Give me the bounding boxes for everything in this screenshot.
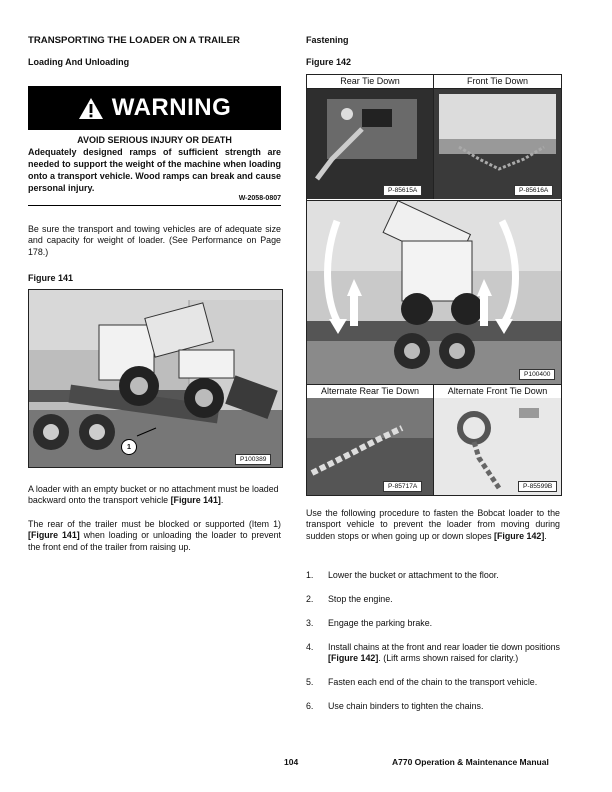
rear-photo-id: P-85615A bbox=[383, 185, 422, 196]
front-tie-down-image bbox=[434, 89, 561, 199]
figure-142-panel bbox=[306, 74, 562, 496]
rear-tie-down-photo bbox=[307, 89, 434, 199]
callout-1: 1 bbox=[121, 439, 137, 455]
front-tie-down-photo bbox=[434, 89, 561, 199]
alt-front-caption: Alternate Front Tie Down bbox=[434, 384, 561, 399]
loader-on-trailer-image bbox=[29, 290, 282, 467]
alt-rear-caption: Alternate Rear Tie Down bbox=[307, 384, 434, 399]
step-2: 2. Stop the engine. bbox=[306, 593, 393, 604]
warning-word: WARNING bbox=[111, 94, 232, 121]
alt-rear-photo-id: P-85717A bbox=[383, 481, 422, 492]
warning-headline: AVOID SERIOUS INJURY OR DEATH bbox=[77, 135, 232, 145]
backward-loading-paragraph: A loader with an empty bucket or no attachment must be loaded backward onto the transport vehicle [Figure 141]. bbox=[28, 484, 279, 506]
figure-141-photo bbox=[28, 289, 283, 468]
step-1: 1. Lower the bucket or attachment to the floor. bbox=[306, 570, 499, 580]
step-6: 6. Use chain binders to tighten the chains. bbox=[306, 700, 484, 711]
manual-title: A770 Operation & Maintenance Manual bbox=[392, 757, 549, 767]
page-number: 104 bbox=[284, 757, 299, 767]
rear-tie-down-caption: Rear Tie Down bbox=[307, 75, 434, 89]
alt-front-photo-id: P-85599B bbox=[518, 481, 557, 492]
photo-id-label: P100389 bbox=[235, 454, 271, 465]
center-loader-photo bbox=[307, 200, 561, 384]
alt-front-tie-down-photo bbox=[434, 398, 561, 495]
fastening-title: Fastening bbox=[306, 35, 349, 45]
loader-tied-on-trailer-image bbox=[307, 201, 561, 384]
warning-code: W-2058-0807 bbox=[238, 195, 281, 202]
transport-paragraph: Be sure the transport and towing vehicles are of adequate size and capacity for weight of loader. (See Performance on Page 178.) bbox=[28, 224, 281, 257]
warning-triangle-icon bbox=[78, 97, 104, 120]
figure-142-label: Figure 142 bbox=[306, 57, 352, 67]
section-title: TRANSPORTING THE LOADER ON A TRAILER bbox=[28, 35, 240, 46]
fastening-steps bbox=[306, 570, 560, 725]
step-5: 5. Fasten each end of the chain to the transport vehicle. bbox=[306, 677, 538, 688]
step-4: 4. Install chains at the front and rear loader tie down positions [Figure 142]. (Lift arms shown raised for clarity.) bbox=[306, 641, 560, 664]
center-photo-id: P100400 bbox=[519, 369, 555, 380]
subsection-title: Loading And Unloading bbox=[28, 57, 130, 67]
alt-rear-tie-down-photo bbox=[307, 398, 434, 495]
warning-banner bbox=[28, 86, 281, 130]
front-tie-down-caption: Front Tie Down bbox=[434, 75, 561, 89]
warning-divider bbox=[28, 205, 281, 206]
warning-text: Adequately designed ramps of sufficient strength are needed to support the weight of the machine when loading onto a transport vehicle. Wood ramps can break and cause personal injury. bbox=[28, 147, 281, 193]
fastening-intro-paragraph: Use the following procedure to fasten the Bobcat loader to the transport vehicle to prevent the loader from moving during sudden stops or when going up or down slopes [Figure 142]. bbox=[306, 508, 560, 541]
front-photo-id: P-85616A bbox=[514, 185, 553, 196]
trailer-support-paragraph: The rear of the trailer must be blocked or supported (Item 1) [Figure 141] when loading or unloading the loader to prevent the front end of the trailer from raising up. bbox=[28, 519, 281, 552]
rear-tie-down-image bbox=[307, 89, 433, 199]
figure-141-label: Figure 141 bbox=[28, 273, 74, 283]
step-3: 3. Engage the parking brake. bbox=[306, 617, 433, 628]
